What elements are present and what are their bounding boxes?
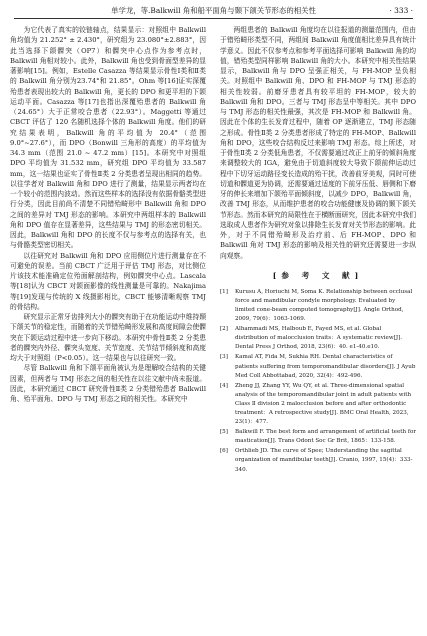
body-paragraph: 为它代表了真实的铰链轴点，结果显示：对照组中 Balkwill 角均值为 21.252° ± 2.430°，研究组为 23.080°±2.883°，因此当选择下颌髁突（OP7）和髁突中心点作为参考点时，Balkwill 角相对较小。此外，Balkwill 角也受到骨面型差异的显著影响[15]。例如，Estelle Casazza 等结果显示骨性Ⅰ类和Ⅱ类的 Balkwill 角分别为23.74°和 21.85°。Ohm 等[16]证实深覆殆患者表现出较大的 Balkwill 角，更长的 DPO 和更平坦的下颌运动平面。Casazza 等[17]也指出深覆殆患者的 Balkwill 角（24.65°）大于正常咬合患者（22.93°）。Maggetti 等通过 CBCT 评估了 120 名随机选择个体的 Balkwill 角度。他们的研究结果表明，Balkwill 角的平均值为 20.4°（范围9.0°~27.6°），而 DPO（Bonwill 三角形的高度）的平均值为 34.3 mm（范围 21.0 ~ 47.2 mm）[15]。本研究中对照组 DPO 平均值为 31.532 mm，研究组 DPO 平均值为 33.587 mm，这一结果也证实了骨性Ⅱ类 2 分类患者呈现出相同的趋势。以往学者对 Balkwill 角和 DPO 进行了测量，结果显示两者均在一个较小的范围内波动。然而这些样本的选择没有依据骨骼类型进行分类，因此目前尚不清楚不同错殆畸形中 Balkwill 角和 DPO 之间的差异对 TMJ 形态的影响。本研究中两组样本的 Balkwill 角和 DPO 值存在显著差异，这些结果与 TMJ 的形态密切相关。因此，Balkwill 角和 DPO 的长度不仅与参考点的选择有关，也与骨骼类型密切相关。 [10, 26, 206, 250]
reference-number: [5] [220, 429, 228, 436]
reference-item [220, 288, 416, 324]
reference-item [220, 382, 416, 427]
body-paragraph: 以往研究对 Balkwill 角和 DPO 应用侧位片进行测量存在不可避免的误差。当前 CBCT 广泛用于评估 TMJ 形态，对比侧位片该技术能准确定位殆面解剖结构，例如髁突中心点。Lascala 等[18]认为 CBCT 对颌面影像的线性测量是可靠的。Nakajima 等[19]发现与传统的 X 线摄影相比，CBCT 能够清晰观察 TMJ 的骨结构。 [10, 251, 206, 311]
reference-item [220, 325, 416, 352]
reference-number: [3] [220, 354, 228, 361]
running-header [14, 4, 413, 19]
reference-number: [2] [220, 326, 228, 333]
reference-number: [4] [220, 382, 228, 389]
reference-text: Kamal AT, Fida M, Sukhia RH. Dental characteristics of patients suffering from temporomandibular disorders[J]. J Ayub Med Coll Abbottabad, 2020, 32(4)：492-496. [235, 354, 416, 379]
reference-text: Balkwill F. The best form and arrangement of artificial teeth for mastication[J]. Trans Odont Soc Gr Brit, 1865：133-158. [235, 429, 417, 445]
reference-text: Alhammadi MS, Halboub E, Fayed MS, et al. Global distribution of malocclusion traits：A systematic review[J]. Dental Press J Orthod, 2018, 23(6)：40. e1-40.e10. [235, 326, 403, 351]
right-column [220, 25, 416, 476]
body-paragraph: 研究显示正常牙齿排列大小的髁突有助于在功能运动中维持颞下颌关节的稳定性，而随着的关节错殆畸形发展和高度间隙会使髁突在下颌运动过程中进一步向下移动。本研究中骨性Ⅱ类 2 分类患者的髁突内外径、髁突头宽度、关节宽度、关节结节倾斜度和高度均大于对照组（P<0.05）。这一结果也与以往研究一致。 [10, 313, 206, 362]
reference-item [220, 447, 416, 474]
left-column [10, 25, 206, 404]
body-paragraph: 尽管 Balkwill 角和下颌平面角被认为是理解咬合结构的关键因素，但两者与 TMJ 形态之间的相关性在以往文献中尚未报道。因此，本研究通过 CBCT 研究骨性Ⅱ类 2 分类错殆患者 Balkwill 角、殆平面角、DPO 与 TMJ 形态之间的相关性。本研究中 [10, 364, 206, 403]
reference-number: [6] [220, 448, 228, 455]
body-paragraph: 两组患者的 Balkwill 角度均在以往报道的测量范围内，但由于错殆畸形类型不同，两组间 Balkwill 角度值相比差异具有统计学意义。因此不仅参考点和参考平面选择可影响 Balkwill 角的均值，错殆类型同样影响 Balkwill 角的大小。本研究中相关性结果显示，Balkwill 角与 DPO 呈强正相关，与 FH-MOP 呈负相关。对照组中 Balkwill 角、DPO 和 FH-MOP 与 TMJ 形态的相关性较弱。前磨牙患者具有较平坦的 FH-MOP，较大的 Balkwill 角和 DPO。三者与 TMJ 形态呈中等相关。其中 DPO 与 TMJ 形态的相关性最强，其次是 FH-MOP 和 Balkwill 角。因此在个体的生长发育过程中，随着 OP 逐渐建立，TMJ 形态随之形成。骨性Ⅱ类 2 分类患者形成了特定的 FH-MOP、Balkwill 角和 DPO，这些咬合结构反过来影响 TMJ 形态。综上所述，对于骨性Ⅱ类 2 分类低角患者，不仅需要通过改正上前牙的倾斜角度来调整较大的 IGA，避免由于切道斜度较大导致下颌前伸运动过程中下切牙运动路径变长造成的殆干扰，改善前牙美观，同时可使切道和髁道更为协调，还需要通过适度的下前牙压低、唇侧和下磨牙的伸长来增加下颌殆平面倾斜度，以减少 DPO，Balkwill 角，改善 TMJ 形态，从而维护患者的咬合功能健康及协调的颞下颌关节形态。然而本研究的局限性在于横断面研究，因此本研究中我们选取成人患者作为研究对象以排除生长发育对关节形态的影响。此外，对于不同错殆畸形及治疗前、后 FH-MOP、DPO 和 Balkwill 角对 TMJ 形态的影响及相关性的研究还需要进一步纵向观察。 [220, 26, 416, 260]
running-title: 单学龙，等.Balkwill 角和船平面角与颞下颌关节形态的相关性 [111, 6, 316, 15]
reference-text: Kurusu A, Horiuchi M, Soma K. Relationship between occlusal force and mandibular condyle morphology. Evaluated by limited cone-beam computed tomography[J]. Angle Orthod, 2009, 79(6)：1063-1069. [235, 288, 413, 323]
references-heading: [参 考 文 献] [272, 270, 364, 280]
reference-item [220, 428, 416, 446]
page-number: · 333 · [389, 6, 413, 15]
reference-number: [1] [220, 288, 228, 295]
reference-text: Zheng JJ, Zhang YY, Wu QY, et al. Three-dimensional spatial analysis of the temporomandibular joint in adult patients with Class Ⅱ division 2 malocclusion before and after orthodontic treatment：A retrospective study[J]. BMC Oral Health, 2023, 23(1)：477. [235, 382, 412, 426]
reference-list [220, 288, 416, 475]
reference-text: Orthlieb JD. The curve of Spee; Understanding the sagittal organization of mandibular teeth[J]. Cranio, 1997, 15(4)：333-340. [235, 448, 413, 473]
reference-item [220, 353, 416, 380]
